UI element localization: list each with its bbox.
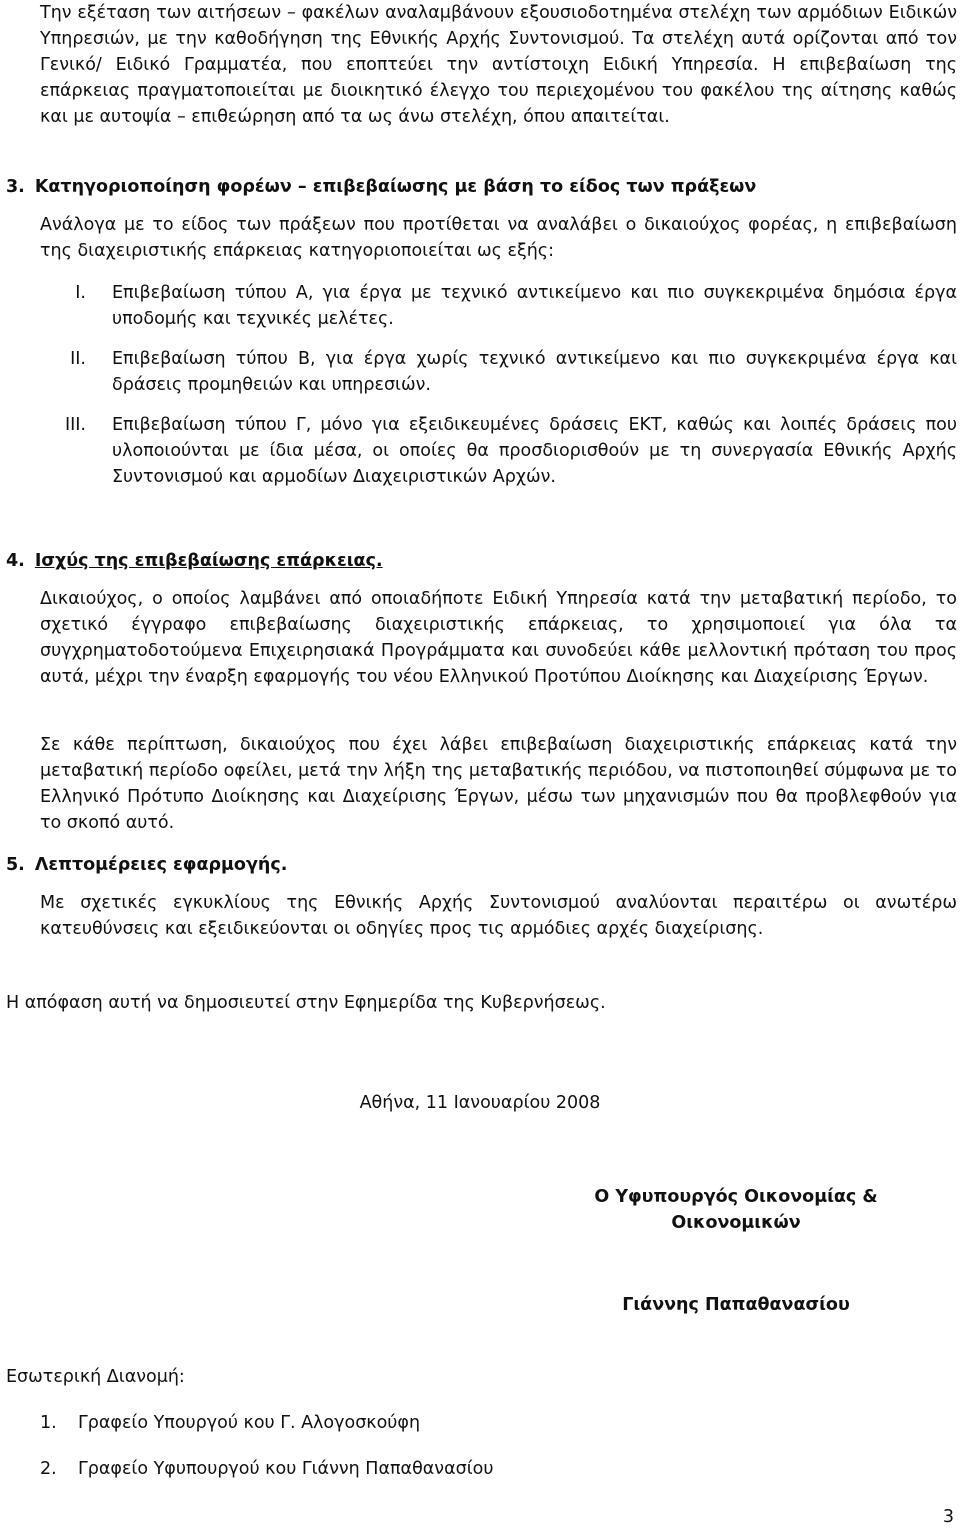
signatory-title-line-2: Οικονομικών bbox=[671, 1213, 801, 1233]
section-3-heading bbox=[6, 174, 946, 200]
list-item-text: Επιβεβαίωση τύπου Β, για έργα χωρίς τεχνικό αντικείμενο και πιο συγκεκριμένα έργα και δράσεις προμηθειών και υπηρεσιών. bbox=[112, 349, 957, 395]
top-paragraph: Την εξέταση των αιτήσεων – φακέλων αναλαμβάνουν εξουσιοδοτημένα στελέχη των αρμόδιων Ειδικών Υπηρεσιών, με την καθοδήγηση της Εθνικής Αρχής Συντονισμού. Τα στελέχη αυτά ορίζονται από τον Γενικό/ Ειδικό Γραμματέα, που εποπτεύει την αντίστοιχη Ειδική Υπηρεσία. Η επιβεβαίωση της επάρκειας πραγματοποιείται με διοικητικό έλεγχο του περιεχομένου του φακέλου της αίτησης καθώς και με αυτοψία – επιθεώρηση από τα ως άνω στελέχη, όπου απαιτείται. bbox=[40, 3, 957, 127]
section-3-title: Κατηγοριοποίηση φορέων – επιβεβαίωσης με βάση το είδος των πράξεων bbox=[34, 177, 757, 197]
signatory-title-line-1: Ο Υφυπουργός Οικονομίας & bbox=[594, 1187, 878, 1207]
distribution-heading: Εσωτερική Διανομή: bbox=[6, 1367, 185, 1387]
list-item-text: Επιβεβαίωση τύπου Α, για έργα με τεχνικό αντικείμενο και πιο συγκεκριμένα δημόσια έργα υποδομής και τεχνικές μελέτες. bbox=[112, 283, 957, 329]
section-4-title: Ισχύς της επιβεβαίωσης επάρκειας. bbox=[34, 551, 383, 571]
publication-statement: Η απόφαση αυτή να δημοσιευτεί στην Εφημερίδα της Κυβερνήσεως. bbox=[6, 993, 606, 1013]
distribution-item-label: 1. bbox=[40, 1413, 57, 1433]
section-5-heading bbox=[6, 852, 946, 878]
list-item bbox=[40, 412, 957, 492]
date-line: Αθήνα, 11 Ιανουαρίου 2008 bbox=[359, 1093, 601, 1113]
distribution-item-text: Γραφείο Υπουργού κου Γ. Αλογοσκούφη bbox=[78, 1413, 421, 1433]
section-4-paragraph-1: Δικαιούχος, ο οποίος λαμβάνει από οποιαδήποτε Ειδική Υπηρεσία κατά την μεταβατική περίοδο, το σχετικό έγγραφο επιβεβαίωσης διαχειριστικής επάρκειας, το χρησιμοποιεί για όλα τα συγχρηματοδοτούμενα Επιχειρησιακά Προγράμματα και συνοδεύει κάθε μελλοντική πρόταση του προς αυτά, μέχρι την έναρξη εφαρμογής του νέου Ελληνικού Προτύπου Διοίκησης και Διαχείρισης Έργων. bbox=[40, 589, 957, 687]
section-3-number: 3. bbox=[6, 177, 25, 197]
signatory-name: Γιάννης Παπαθανασίου bbox=[622, 1295, 850, 1315]
list-item-text: Επιβεβαίωση τύπου Γ, μόνο για εξειδικευμένες δράσεις ΕΚΤ, καθώς και λοιπές δράσεις που υλοποιούνται με ίδια μέσα, οι οποίες θα προσδιορισθούν με τη συνεργασία Εθνικής Αρχής Συντονισμού και αρμοδίων Διαχειριστικών Αρχών. bbox=[112, 415, 957, 487]
signatory-title bbox=[536, 1184, 936, 1236]
section-3-intro: Ανάλογα με το είδος των πράξεων που προτίθεται να αναλάβει ο δικαιούχος φορέας, η επιβεβαίωση της διαχειριστικής επάρκειας κατηγοριοποιείται ως εξής: bbox=[40, 215, 957, 261]
section-4-paragraph-2: Σε κάθε περίπτωση, δικαιούχος που έχει λάβει επιβεβαίωση διαχειριστικής επάρκειας κατά την μεταβατική περίοδο οφείλει, μετά την λήξη της μεταβατικής περιόδου, να πιστοποιηθεί σύμφωνα με το Ελληνικό Πρότυπο Διοίκησης και Διαχείρισης Έργων, μέσω των μηχανισμών που θα προβλεφθούν για το σκοπό αυτό. bbox=[40, 735, 957, 833]
distribution-item-text: Γραφείο Υφυπουργού κου Γιάννη Παπαθανασίου bbox=[78, 1459, 494, 1479]
section-5-paragraph: Με σχετικές εγκυκλίους της Εθνικής Αρχής Συντονισμού αναλύονται περαιτέρω οι ανωτέρω κατευθύνσεις και εξειδικεύονται οι οδηγίες προς τις αρμόδιες αρχές διαχείρισης. bbox=[40, 893, 957, 939]
list-item bbox=[40, 346, 957, 400]
list-item-label: III. bbox=[64, 415, 86, 435]
section-5-title: Λεπτομέρειες εφαρμογής. bbox=[34, 855, 288, 875]
distribution-item bbox=[40, 1410, 840, 1436]
section-4-heading bbox=[6, 548, 946, 574]
list-item-label: I. bbox=[75, 283, 86, 303]
distribution-item bbox=[40, 1456, 840, 1482]
list-item bbox=[40, 280, 957, 334]
section-4-number: 4. bbox=[6, 551, 25, 571]
section-5-number: 5. bbox=[6, 855, 25, 875]
distribution-item-label: 2. bbox=[40, 1459, 57, 1479]
list-item-label: II. bbox=[70, 349, 86, 369]
page-number: 3 bbox=[942, 1507, 954, 1527]
